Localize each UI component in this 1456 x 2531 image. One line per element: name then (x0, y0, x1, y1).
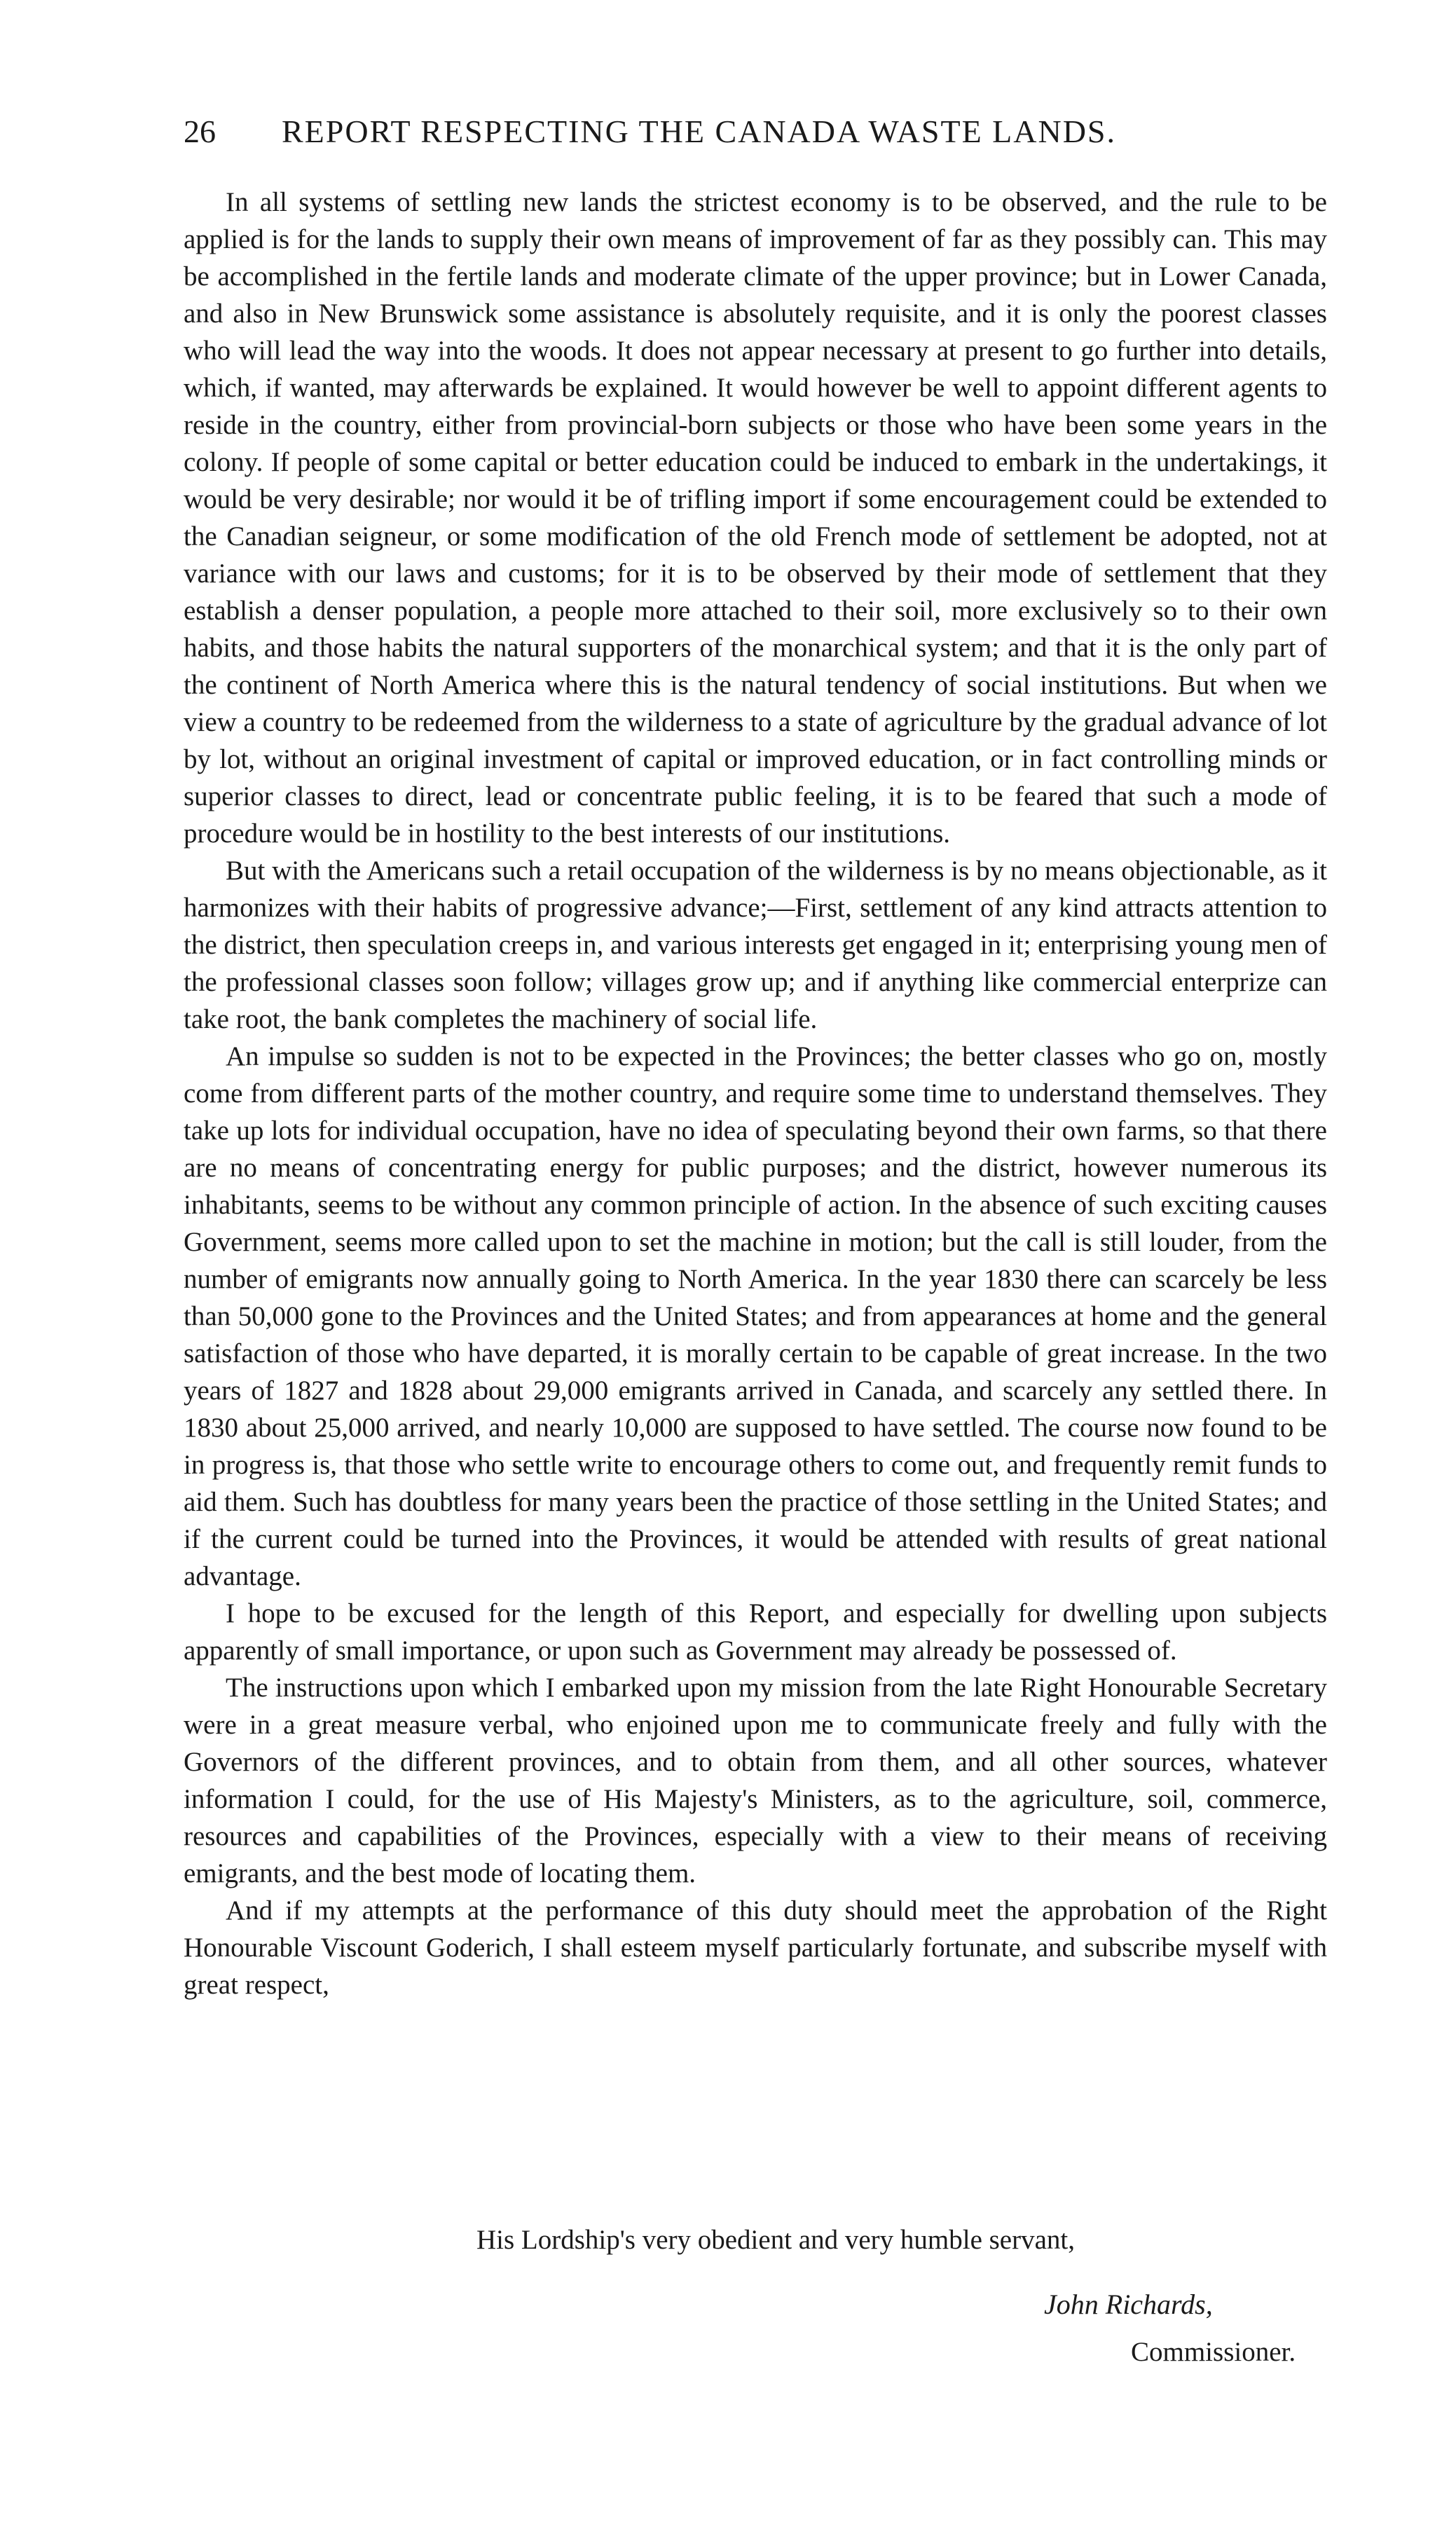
report-body (184, 184, 1327, 2003)
paragraph: An impulse so sudden is not to be expected in the Provinces; the better classes who go on, mostly come from different parts of the mother country, and require some time to understand themselves. They take up lots for individual occupation, have no idea of speculating beyond their own farms, so that there are no means of concentrating energy for public purposes; and the district, however numerous its inhabitants, seems to be without any common principle of action. In the absence of such exciting causes Government, seems more called upon to set the machine in motion; but the call is still louder, from the number of emigrants now annually going to North America. In the year 1830 there can scarcely be less than 50,000 gone to the Provinces and the United States; and from appearances at home and the general satisfaction of those who have departed, it is morally certain to be capable of great increase. In the two years of 1827 and 1828 about 29,000 emigrants arrived in Canada, and scarcely any settled there. In 1830 about 25,000 arrived, and nearly 10,000 are supposed to have settled. The course now found to be in progress is, that those who settle write to encourage others to come out, and frequently remit funds to aid them. Such has doubtless for many years been the practice of those settling in the United States; and if the current could be turned into the Provinces, it would be attended with results of great national advantage. (184, 1041, 1327, 1591)
paragraph: The instructions upon which I embarked upon my mission from the late Right Honourable Secretary were in a great measure verbal, who enjoined upon me to communicate freely and fully with the Governors of the different provinces, and to obtain from them, and all other sources, whatever information I could, for the use of His Majesty's Ministers, as to the agriculture, soil, commerce, resources and capabilities of the Provinces, especially with a view to their means of receiving emigrants, and the best mode of locating them. (184, 1673, 1327, 1888)
page-header (184, 104, 1333, 160)
running-head: REPORT RESPECTING THE CANADA WASTE LANDS. (282, 114, 1117, 149)
page-number: 26 (184, 114, 216, 149)
paragraph: In all systems of settling new lands the strictest economy is to be observed, and the rule to be applied is for the lands to supply their own means of improvement of far as they possibly can. This may be accomplished in the fertile lands and moderate climate of the upper province; but in Lower Canada, and also in New Brunswick some assistance is absolutely requisite, and it is only the poorest classes who will lead the way into the woods. It does not appear necessary at present to go further into details, which, if wanted, may afterwards be explained. It would however be well to appoint different agents to reside in the country, either from provincial-born subjects or those who have been some years in the colony. If people of some capital or better education could be induced to embark in the undertakings, it would be very desirable; nor would it be of trifling import if some encouragement could be extended to the Canadian seigneur, or some modification of the old French mode of settlement be adopted, not at variance with our laws and customs; for it is to be observed by their mode of settlement that they establish a denser population, a people more attached to their soil, more exclusively so to their own habits, and those habits the natural supporters of the monarchical system; and that it is the only part of the continent of North America where this is the natural tendency of social institutions. But when we view a country to be redeemed from the wilderness to a state of agriculture by the gradual advance of lot by lot, without an original investment of capital or improved education, or in fact controlling minds or superior classes to direct, lead or concentrate public feeling, it is to be feared that such a mode of procedure would be in hostility to the best interests of our institutions. (184, 187, 1327, 849)
signature-title: Commissioner. (1131, 2337, 1296, 2367)
closing-line: His Lordship's very obedient and very humble servant, (476, 2225, 1076, 2255)
paragraph: And if my attempts at the performance of this duty should meet the approbation of the Right Honourable Viscount Goderich, I shall esteem myself particularly fortunate, and subscribe myself with great respect, (184, 1895, 1327, 2000)
paragraph: But with the Americans such a retail occupation of the wilderness is by no means objectionable, as it harmonizes with their habits of progressive advance;—First, settlement of any kind attracts attention to the district, then speculation creeps in, and various interests get engaged in it; enterprising young men of the professional classes soon follow; villages grow up; and if anything like commercial enterprize can take root, the bank completes the machinery of social life. (184, 856, 1327, 1034)
signature-name: John Richards, (1044, 2289, 1213, 2320)
paragraph: I hope to be excused for the length of this Report, and especially for dwelling upon subjects apparently of small importance, or upon such as Government may already be possessed of. (184, 1598, 1327, 1666)
